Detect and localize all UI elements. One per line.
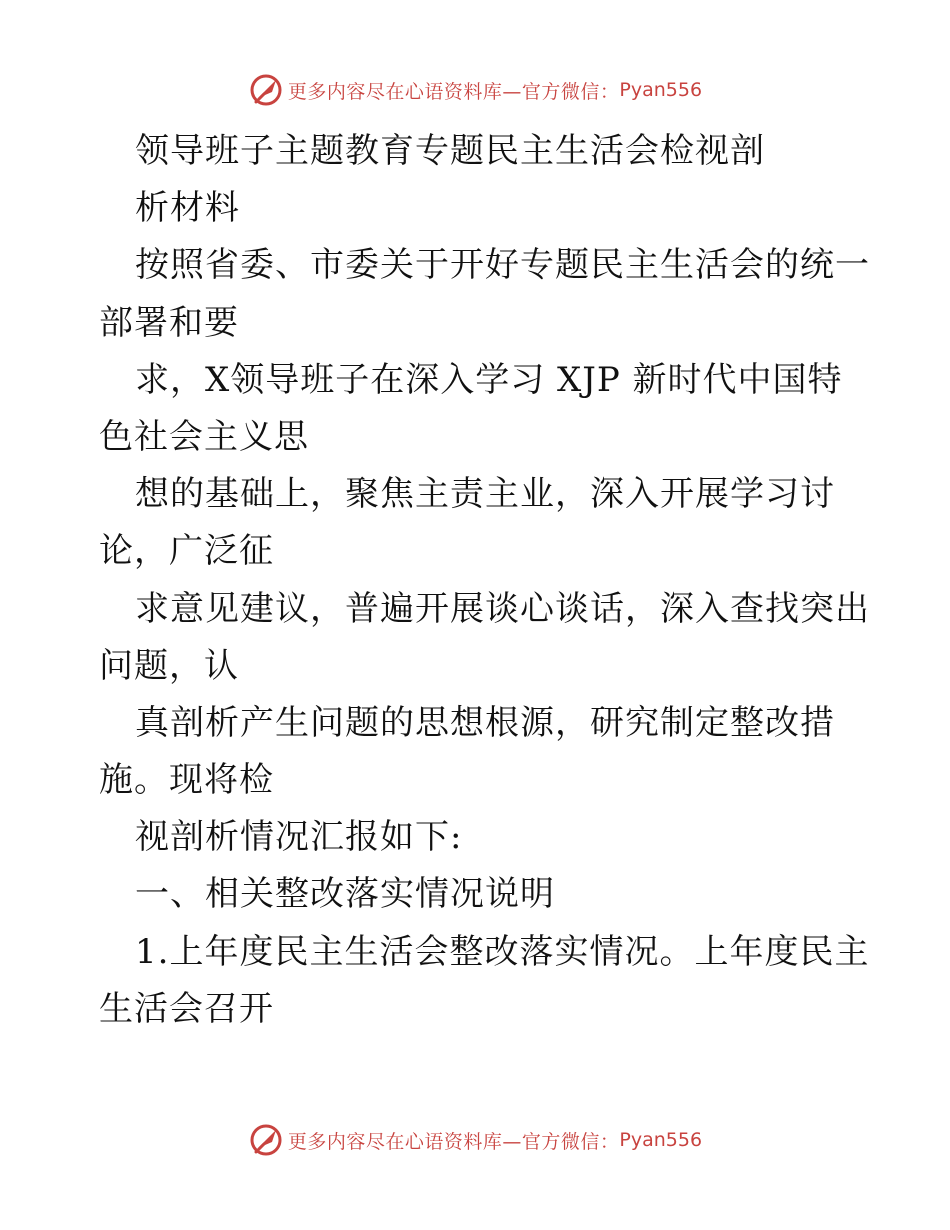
- doc-line: 真剖析产生问题的思想根源，研究制定整改措: [135, 702, 835, 743]
- doc-line: 1.上年度民主生活会整改落实情况。上年度民主: [135, 931, 870, 972]
- doc-line: 部署和要: [99, 302, 239, 343]
- doc-line: 求意见建议，普遍开展谈心谈话，深入查找突出: [135, 588, 870, 629]
- feather-logo-icon: [248, 1122, 284, 1158]
- doc-line: 色社会主义思: [99, 416, 309, 457]
- watermark-contact: Pyan556: [619, 79, 703, 101]
- doc-line: 想的基础上，聚焦主责主业，深入开展学习讨: [135, 474, 835, 515]
- watermark-contact: Pyan556: [619, 1129, 703, 1151]
- document-body: [99, 123, 870, 1038]
- doc-line: 按照省委、市委关于开好专题民主生活会的统一: [135, 245, 870, 286]
- doc-line: 析材料: [135, 188, 240, 229]
- feather-logo-icon: [248, 72, 284, 108]
- doc-line: 论，广泛征: [99, 531, 274, 572]
- watermark-text: 更多内容尽在心语资料库—官方微信：: [287, 80, 620, 103]
- watermark-text: 更多内容尽在心语资料库—官方微信：: [287, 1130, 620, 1153]
- doc-line: 视剖析情况汇报如下:: [135, 817, 463, 858]
- doc-line: 领导班子主题教育专题民主生活会检视剖: [135, 131, 765, 171]
- doc-line: 求，X领导班子在深入学习 XJP 新时代中国特: [135, 359, 843, 400]
- doc-line: 一、相关整改落实情况说明: [135, 874, 555, 915]
- doc-line: 施。现将检: [99, 760, 274, 801]
- doc-line: 问题，认: [99, 645, 239, 686]
- doc-line: 生活会召开: [99, 988, 274, 1029]
- footer-watermark: [0, 1120, 950, 1160]
- header-watermark: [0, 70, 950, 110]
